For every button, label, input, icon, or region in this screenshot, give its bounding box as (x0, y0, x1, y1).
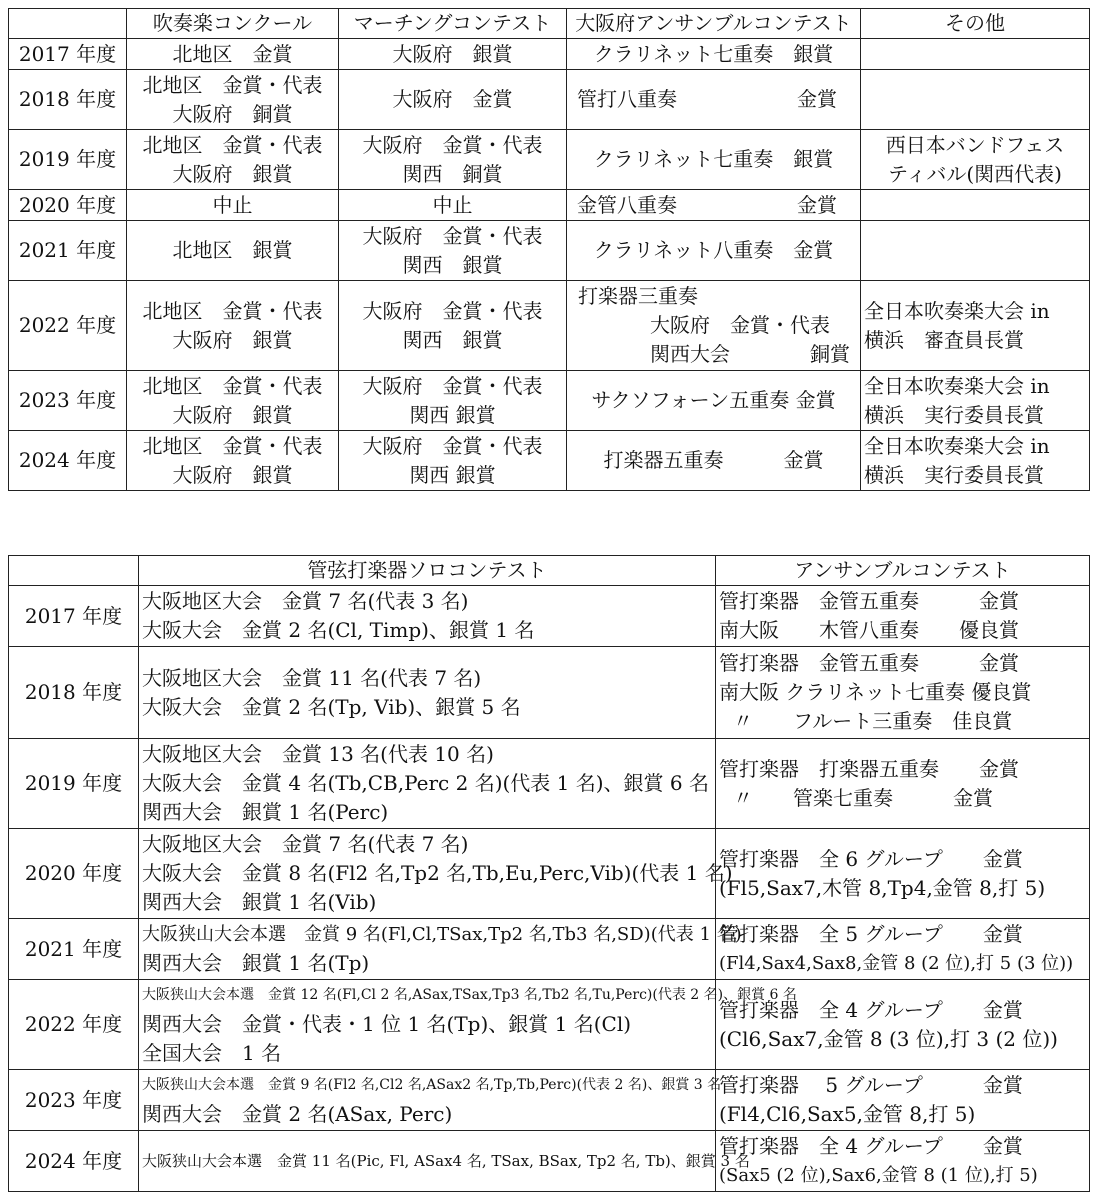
year-cell: 2020 年度 (9, 190, 127, 221)
header-cell-ensemble: 大阪府アンサンブルコンテスト (567, 9, 861, 39)
year-cell: 2023 年度 (9, 371, 127, 431)
ensemble-cell: 管打楽器 金管五重奏 金賞 南大阪 クラリネット七重奏 優良賞 〃 フルート三重奏 佳良賞 (716, 647, 1090, 739)
solo-cell: 大阪地区大会 金賞 7 名(代表 7 名) 大阪大会 金賞 8 名(Fl2 名,Tp2 名,Tb,Eu,Perc,Vib)(代表 1 名) 関西大会 銀賞 1 名(Vib) (139, 829, 716, 919)
marching-cell: 大阪府 金賞・代表 関西 銀賞 (339, 431, 567, 491)
concours-cell: 北地区 金賞・代表 大阪府 銀賞 (127, 281, 339, 371)
year-cell: 2021 年度 (9, 919, 139, 980)
other-cell (861, 190, 1090, 221)
other-cell: 西日本バンドフェス ティバル(関西代表) (861, 130, 1090, 190)
year-cell: 2017 年度 (9, 586, 139, 647)
other-cell (861, 39, 1090, 70)
table-row (9, 647, 1090, 739)
marching-cell: 大阪府 金賞・代表 関西 銅賞 (339, 130, 567, 190)
other-cell (861, 70, 1090, 130)
marching-cell: 中止 (339, 190, 567, 221)
table-row (9, 371, 1090, 431)
solo-cell: 大阪狭山大会本選 金賞 12 名(Fl,Cl 2 名,ASax,TSax,Tp3 名,Tb2 名,Tu,Perc)(代表 2 名)、銀賞 6 名 関西大会 金賞・代表・1 位 1 名(Tp)、銀賞 1 名(Cl) 全国大会 1 名 (139, 980, 716, 1070)
header-cell-concours: 吹奏楽コンクール (127, 9, 339, 39)
marching-cell: 大阪府 金賞 (339, 70, 567, 130)
solo-cell: 大阪地区大会 金賞 13 名(代表 10 名) 大阪大会 金賞 4 名(Tb,CB,Perc 2 名)(代表 1 名)、銀賞 6 名 関西大会 銀賞 1 名(Perc) (139, 739, 716, 829)
ensemble-cell: 管打楽器 金管五重奏 金賞 南大阪 木管八重奏 優良賞 (716, 586, 1090, 647)
ensemble-cell: 打楽器五重奏 金賞 (567, 431, 861, 491)
year-cell: 2021 年度 (9, 221, 127, 281)
ensemble-cell: クラリネット七重奏 銀賞 (567, 39, 861, 70)
table-row (9, 586, 1090, 647)
header-row (9, 556, 1090, 586)
results-table-solo (8, 555, 1090, 1192)
ensemble-cell: クラリネット八重奏 金賞 (567, 221, 861, 281)
ensemble-cell: 管打楽器 5 グループ 金賞 (Fl4,Cl6,Sax5,金管 8,打 5) (716, 1070, 1090, 1131)
year-cell: 2018 年度 (9, 647, 139, 739)
other-cell: 全日本吹奏楽大会 in 横浜 実行委員長賞 (861, 431, 1090, 491)
table-row (9, 1131, 1090, 1192)
ensemble-cell: 管打楽器 全 4 グループ 金賞 (Sax5 (2 位),Sax6,金管 8 (1 位),打 5) (716, 1131, 1090, 1192)
concours-cell: 中止 (127, 190, 339, 221)
solo-cell: 大阪地区大会 金賞 7 名(代表 3 名) 大阪大会 金賞 2 名(Cl, Timp)、銀賞 1 名 (139, 586, 716, 647)
year-cell: 2022 年度 (9, 281, 127, 371)
marching-cell: 大阪府 金賞・代表 関西 銀賞 (339, 281, 567, 371)
header-cell-year (9, 9, 127, 39)
table-row (9, 130, 1090, 190)
concours-cell: 北地区 金賞・代表 大阪府 銀賞 (127, 130, 339, 190)
solo-cell: 大阪狭山大会本選 金賞 11 名(Pic, Fl, ASax4 名, TSax, BSax, Tp2 名, Tb)、銀賞 3 名 (139, 1131, 716, 1192)
ensemble-cell: 管打楽器 全 6 グループ 金賞 (Fl5,Sax7,木管 8,Tp4,金管 8,打 5) (716, 829, 1090, 919)
ensemble-cell: 管打八重奏 金賞 (567, 70, 861, 130)
concours-cell: 北地区 銀賞 (127, 221, 339, 281)
year-cell: 2022 年度 (9, 980, 139, 1070)
marching-cell: 大阪府 銀賞 (339, 39, 567, 70)
header-cell-year (9, 556, 139, 586)
ensemble-cell: 管打楽器 打楽器五重奏 金賞 〃 管楽七重奏 金賞 (716, 739, 1090, 829)
other-cell: 全日本吹奏楽大会 in 横浜 審査員長賞 (861, 281, 1090, 371)
year-cell: 2024 年度 (9, 1131, 139, 1192)
ensemble-cell: 管打楽器 全 4 グループ 金賞 (Cl6,Sax7,金管 8 (3 位),打 3 (2 位)) (716, 980, 1090, 1070)
marching-cell: 大阪府 金賞・代表 関西 銀賞 (339, 371, 567, 431)
table-row (9, 980, 1090, 1070)
marching-cell: 大阪府 金賞・代表 関西 銀賞 (339, 221, 567, 281)
ensemble-cell: 管打楽器 全 5 グループ 金賞 (Fl4,Sax4,Sax8,金管 8 (2 位),打 5 (3 位)) (716, 919, 1090, 980)
table-row (9, 829, 1090, 919)
table-row (9, 739, 1090, 829)
year-cell: 2019 年度 (9, 130, 127, 190)
year-cell: 2024 年度 (9, 431, 127, 491)
table-row (9, 431, 1090, 491)
year-cell: 2023 年度 (9, 1070, 139, 1131)
ensemble-cell: 打楽器三重奏 大阪府 金賞・代表 関西大会 銅賞 (567, 281, 861, 371)
concours-cell: 北地区 金賞・代表 大阪府 銀賞 (127, 431, 339, 491)
concours-cell: 北地区 金賞・代表 大阪府 銀賞 (127, 371, 339, 431)
table-row (9, 39, 1090, 70)
year-cell: 2019 年度 (9, 739, 139, 829)
ensemble-cell: クラリネット七重奏 銀賞 (567, 130, 861, 190)
table-row (9, 1070, 1090, 1131)
ensemble-cell: 金管八重奏 金賞 (567, 190, 861, 221)
results-table-band (8, 8, 1090, 491)
header-cell-marching: マーチングコンテスト (339, 9, 567, 39)
ensemble-cell: サクソフォーン五重奏 金賞 (567, 371, 861, 431)
solo-cell: 大阪狭山大会本選 金賞 9 名(Fl,Cl,TSax,Tp2 名,Tb3 名,SD)(代表 1 名) 関西大会 銀賞 1 名(Tp) (139, 919, 716, 980)
other-cell: 全日本吹奏楽大会 in 横浜 実行委員長賞 (861, 371, 1090, 431)
table-row (9, 919, 1090, 980)
concours-cell: 北地区 金賞 (127, 39, 339, 70)
year-cell: 2017 年度 (9, 39, 127, 70)
table-row (9, 221, 1090, 281)
concours-cell: 北地区 金賞・代表 大阪府 銅賞 (127, 70, 339, 130)
solo-cell: 大阪地区大会 金賞 11 名(代表 7 名) 大阪大会 金賞 2 名(Tp, Vib)、銀賞 5 名 (139, 647, 716, 739)
header-cell-solo: 管弦打楽器ソロコンテスト (139, 556, 716, 586)
table-row (9, 190, 1090, 221)
other-cell (861, 221, 1090, 281)
solo-cell: 大阪狭山大会本選 金賞 9 名(Fl2 名,Cl2 名,ASax2 名,Tp,Tb,Perc)(代表 2 名)、銀賞 3 名 関西大会 金賞 2 名(ASax, Perc) (139, 1070, 716, 1131)
header-cell-other: その他 (861, 9, 1090, 39)
year-cell: 2020 年度 (9, 829, 139, 919)
table-row (9, 281, 1090, 371)
header-cell-ensemble: アンサンブルコンテスト (716, 556, 1090, 586)
table-row (9, 70, 1090, 130)
year-cell: 2018 年度 (9, 70, 127, 130)
header-row (9, 9, 1090, 39)
